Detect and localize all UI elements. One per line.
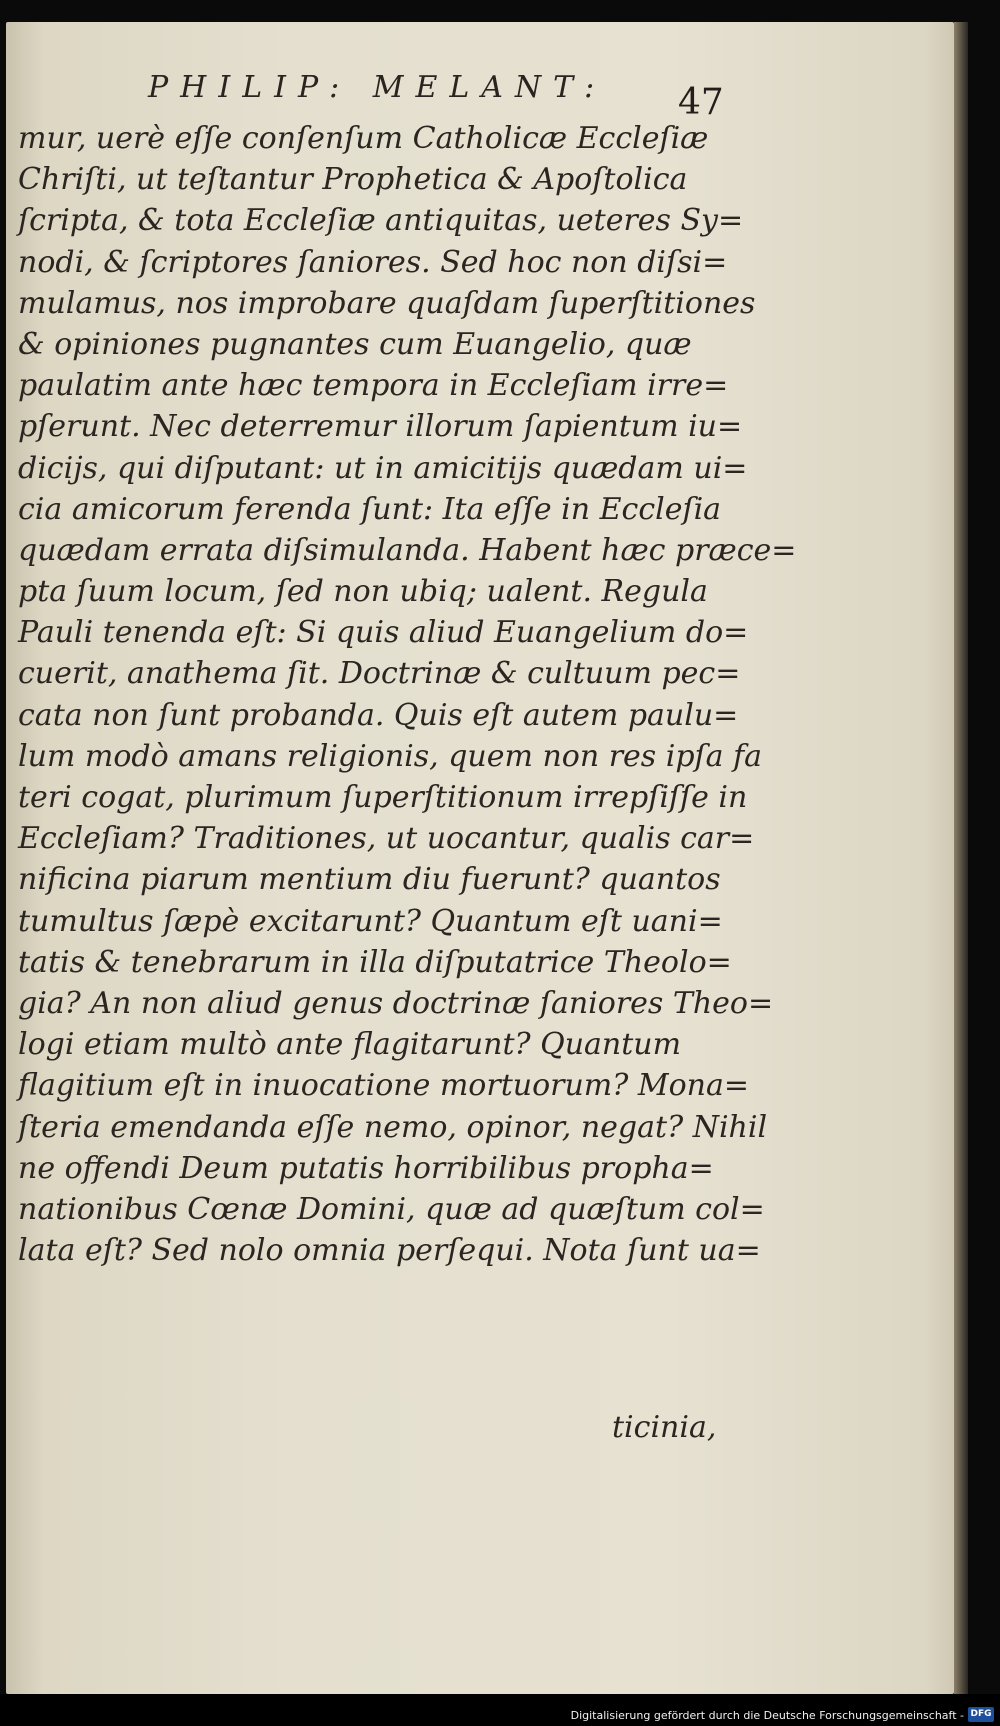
text-line: Pauli tenenda eſt: Si quis aliud Euangelium do= (18, 615, 749, 651)
text-line: flagitium eſt in inuocatione mortuorum? Mona= (18, 1068, 750, 1104)
text-line: teri cogat, plurimum ſuperſtitionum irrepſiſſe in (18, 780, 748, 815)
text-line: cata non ſunt probanda. Quis eſt autem paulu= (18, 697, 739, 733)
body-text (18, 118, 797, 1271)
running-head: PHILIP: MELANT: (148, 70, 607, 105)
text-line: nationibus Cœnæ Domini, quæ ad quæſtum col= (18, 1191, 765, 1227)
digitization-credit: Digitalisierung gefördert durch die Deutsche Forschungsgemeinschaft - (570, 1709, 964, 1722)
text-line: pta ſuum locum, ſed non ubiq; ualent. Regula (18, 574, 708, 610)
text-line: pſerunt. Nec deterremur illorum ſapientum iu= (18, 409, 743, 445)
text-line: cia amicorum ferenda ſunt: Ita eſſe in Eccleſia (18, 491, 722, 527)
page-edge (954, 22, 968, 1694)
text-line: ne offendi Deum putatis horribilibus propha= (18, 1150, 714, 1186)
text-line: logi etiam multò ante flagitarunt? Quantum (18, 1027, 682, 1063)
text-line: gia? An non aliud genus doctrinæ ſaniores Theo= (18, 985, 774, 1021)
text-line: nodi, & ſcriptores ſaniores. Sed hoc non diſsi= (18, 244, 728, 280)
text-line: Chriſti, ut teſtantur Prophetica & Apoſtolica (18, 162, 688, 198)
text-line: mur, uerè eſſe conſenſum Catholicæ Eccleſiæ (18, 121, 709, 156)
text-line: ſcripta, & tota Eccleſiæ antiquitas, ueteres Sy= (18, 203, 744, 239)
text-line: lata eſt? Sed nolo omnia perſequi. Nota ſunt ua= (18, 1233, 761, 1269)
text-line: ſteria emendanda eſſe nemo, opinor, negat? Nihil (18, 1109, 768, 1145)
text-line: tatis & tenebrarum in illa diſputatrice Theolo= (18, 944, 732, 980)
text-line: nificina piarum mentium diu fuerunt? quantos (18, 862, 721, 898)
catchword: ticinia, (612, 1410, 717, 1445)
text-line: Eccleſiam? Traditiones, ut uocantur, qualis car= (18, 821, 755, 857)
text-line: dicijs, qui diſputant: ut in amicitijs quædam ui= (18, 450, 748, 486)
dfg-logo: DFG (968, 1707, 994, 1722)
text-line: cuerit, anathema ſit. Doctrinæ & cultuum pec= (18, 656, 741, 692)
text-line: paulatim ante hæc tempora in Eccleſiam irre= (18, 368, 729, 404)
text-line: mulamus, nos improbare quaſdam ſuperſtitiones (18, 285, 756, 321)
text-line: & opiniones pugnantes cum Euangelio, quæ (18, 326, 692, 362)
text-line: tumultus ſæpè excitarunt? Quantum eſt uani= (18, 903, 723, 939)
page-number: 47 (678, 82, 724, 123)
text-line: lum modò amans religionis, quem non res ipſa fa (18, 738, 763, 774)
text-line: quædam errata diſsimulanda. Habent hæc præce= (18, 532, 797, 568)
